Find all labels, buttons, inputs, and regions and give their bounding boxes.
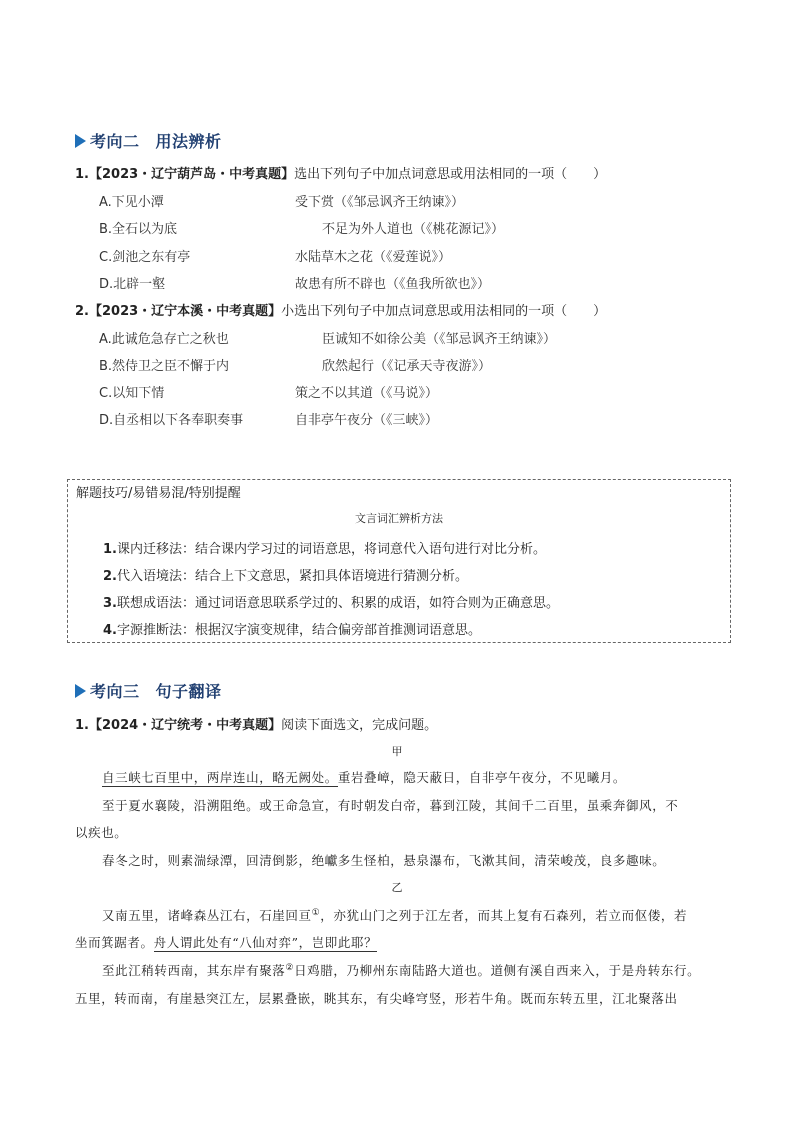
option-c-left: C.剑池之东有亭: [99, 250, 191, 265]
footnote-marker: ①: [311, 908, 321, 918]
option-d-left: D.北辟一壑: [99, 277, 166, 292]
section-title: 用法辨析: [155, 132, 222, 151]
tip-item: [103, 538, 546, 557]
question-1: [75, 163, 606, 182]
option-d-right: 故患有所不辟也（《鱼我所欲也》）: [295, 277, 491, 292]
section-title: 句子翻译: [155, 682, 222, 701]
tip-item: [103, 565, 468, 584]
passage-text: ，亦犹山门之列于江左者，而其上复有石森列，若立而伛偻，若: [320, 908, 688, 923]
passage-line: 至于夏水襄陵，沿溯阻绝。或王命急宣，有时朝发白帝，暮到江陵，其间千二百里，虽乘奔御风，不: [102, 798, 679, 813]
option-b-right: 欣然起行（《记承天寺夜游》）: [322, 359, 492, 374]
passage-text: 又南五里，诸峰森丛江右，石崖回亘: [102, 908, 312, 923]
tip-number: 2.: [103, 569, 117, 584]
passage-line: [102, 961, 700, 979]
tip-text: 课内迁移法：结合课内学习过的词语意思，将词意代入语句进行对比分析。: [116, 542, 546, 557]
question-3-1: [75, 714, 437, 733]
section-prefix: 考向三: [90, 682, 140, 701]
tips-subtitle: 文言词汇辨析方法: [355, 512, 443, 525]
question-source: 【2023・辽宁本溪・中考真题】: [88, 304, 282, 319]
passage-jia-label: 甲: [391, 745, 403, 758]
question-source: 【2024・辽宁统考・中考真题】: [88, 718, 282, 733]
triangle-bullet-icon: [75, 134, 86, 148]
question-number: 1.: [75, 167, 89, 182]
option-c-left: C.以知下情: [99, 386, 165, 401]
passage-line: 五里，转而南，有崖悬突江左，层累叠嵌，眺其东，有尖峰穹竖，形若牛角。既而东转五里，江北聚落出: [75, 991, 678, 1006]
question-text: 小选出下列句子中加点词意思或用法相同的一项（ ）: [281, 304, 607, 319]
passage-text: 重岩叠嶂，隐天蔽日，自非亭午夜分，不见曦月。: [337, 770, 627, 785]
option-d-right: 自非亭午夜分（《三峡》）: [295, 413, 439, 428]
question-number: 1.: [75, 718, 89, 733]
option-a-right: 受下赏（《邹忌讽齐王纳谏》）: [295, 195, 465, 210]
underlined-sentence: 舟人谓此处有“八仙对弈”，岂即此耶？: [153, 935, 378, 950]
option-a-right: 臣诚知不如徐公美（《邹忌讽齐王纳谏》）: [322, 332, 557, 347]
section-prefix: 考向二: [90, 132, 140, 151]
passage-text: 坐而箕踞者。: [75, 935, 154, 950]
passage-line: 春冬之时，则素湍绿潭，回清倒影，绝巘多生怪柏，悬泉瀑布，飞漱其间，清荣峻茂，良多趣味。: [102, 853, 666, 868]
passage-text: 日鸡腊，乃柳州东南陆路大道也。道侧有溪自西来入，于是舟转东行。: [294, 963, 701, 978]
tips-box: [67, 479, 731, 643]
passage-line: [75, 933, 377, 951]
option-c-right: 策之不以其道（《马说》）: [295, 386, 439, 401]
passage-line: 以疾也。: [75, 825, 128, 840]
question-number: 2.: [75, 304, 89, 319]
tip-item: [103, 619, 481, 638]
tip-number: 3.: [103, 596, 117, 611]
passage-yi-label: 乙: [391, 881, 403, 894]
tip-text: 联想成语法：通过词语意思联系学过的、积累的成语，如符合则为正确意思。: [116, 596, 559, 611]
section-heading-translation: [75, 679, 222, 702]
option-d-left: D.自丞相以下各奉职奏事: [99, 413, 244, 428]
option-a-left: A.此诚危急存亡之秋也: [99, 332, 229, 347]
tip-item: [103, 592, 559, 611]
tip-number: 4.: [103, 623, 117, 638]
option-b-right: 不足为外人道也（《桃花源记》）: [322, 222, 505, 237]
question-2: [75, 300, 606, 319]
tips-title: 解题技巧/易错易混/特别提醒: [76, 486, 241, 501]
option-b-left: B.然侍卫之臣不懈于内: [99, 359, 230, 374]
option-c-right: 水陆草木之花（《爱莲说》）: [295, 250, 452, 265]
tip-text: 代入语境法：结合上下文意思，紧扣具体语境进行猜测分析。: [116, 569, 468, 584]
option-b-left: B.全石以为底: [99, 222, 178, 237]
passage-text: 至此江稍转西南，其东岸有聚落: [102, 963, 286, 978]
tip-number: 1.: [103, 542, 117, 557]
passage-line: [102, 906, 687, 924]
question-source: 【2023・辽宁葫芦岛・中考真题】: [88, 167, 295, 182]
option-a-left: A.下见小潭: [99, 195, 164, 210]
section-heading-usage: [75, 129, 222, 152]
passage-line: [102, 768, 626, 786]
question-text: 阅读下面选文，完成问题。: [281, 718, 438, 733]
tip-text: 字源推断法：根据汉字演变规律，结合偏旁部首推测词语意思。: [116, 623, 481, 638]
question-text: 选出下列句子中加点词意思或用法相同的一项（ ）: [294, 167, 607, 182]
underlined-sentence: 自三峡七百里中，两岸连山，略无阙处。: [102, 770, 338, 785]
footnote-marker: ②: [285, 963, 295, 973]
triangle-bullet-icon: [75, 684, 86, 698]
